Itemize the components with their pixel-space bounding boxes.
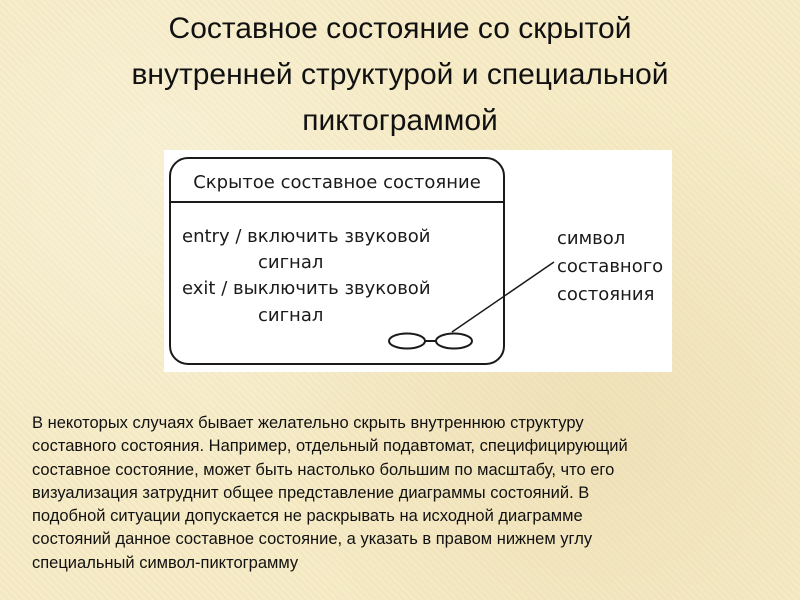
description-line-2: составного состояния. Например, отдельный подавтомат, специфицирующий xyxy=(32,437,628,456)
entry-action-continuation: сигнал xyxy=(258,252,324,273)
composite-icon-left-ellipse xyxy=(389,334,425,349)
title-line-2: внутренней структурой и специальной xyxy=(131,58,669,91)
exit-action-text: exit / выключить звуковой xyxy=(182,278,431,299)
description-paragraph xyxy=(32,412,772,575)
state-diagram xyxy=(164,150,672,372)
description-line-6: состояний данное составное состояние, а указать в правом нижнем углу xyxy=(32,530,593,549)
description-line-3: составное состояние, может быть настолько большим по масштабу, что его xyxy=(32,460,615,479)
title-line-3: пиктограммой xyxy=(302,104,498,137)
state-name: Скрытое составное состояние xyxy=(193,172,481,193)
composite-icon-right-ellipse xyxy=(436,334,472,349)
description-line-7: специальный символ-пиктограмму xyxy=(32,553,299,572)
annotation-line-2: составного xyxy=(557,256,664,277)
title-line-1: Составное состояние со скрытой xyxy=(168,12,632,45)
state-diagram-panel xyxy=(164,150,672,372)
entry-action-text: entry / включить звуковой xyxy=(182,226,431,247)
description-line-4: визуализация затруднит общее представление диаграммы состояний. В xyxy=(32,483,590,502)
annotation-line-1: символ xyxy=(557,228,626,249)
annotation-line-3: состояния xyxy=(557,284,655,305)
exit-action-continuation: сигнал xyxy=(258,305,324,326)
slide-title xyxy=(40,6,760,144)
description-line-5: подобной ситуации допускается не раскрывать на исходной диаграмме xyxy=(32,507,583,526)
description-line-1: В некоторых случаях бывает желательно скрыть внутреннюю структуру xyxy=(32,414,584,432)
